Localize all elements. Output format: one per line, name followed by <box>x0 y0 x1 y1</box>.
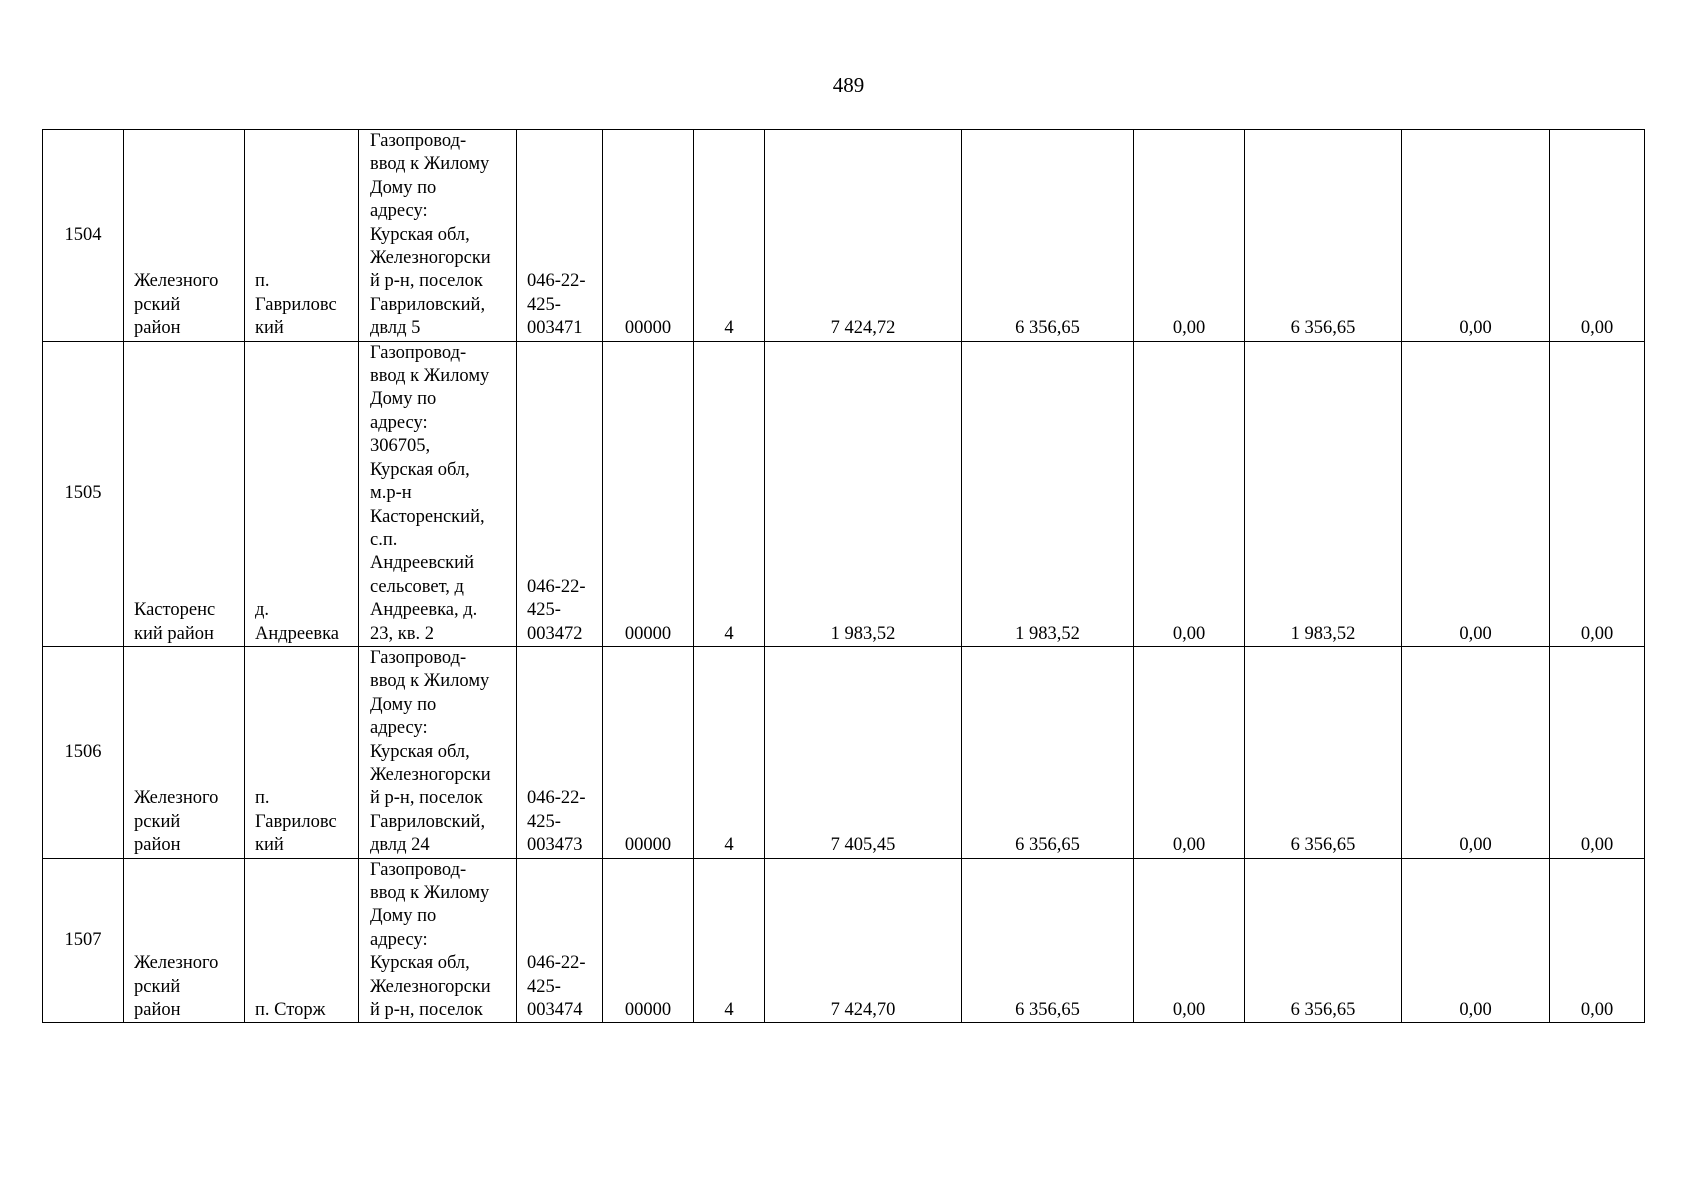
value-cell-3: 0,00 <box>1134 646 1245 858</box>
registry-table <box>42 129 1645 1023</box>
row-number: 1505 <box>43 341 124 646</box>
value-cell-3: 0,00 <box>1134 130 1245 342</box>
row-number: 1507 <box>43 858 124 1023</box>
value-cell-1: 7 424,72 <box>765 130 962 342</box>
locality-cell: п. Гавриловс кий <box>245 130 359 342</box>
value-cell-2: 6 356,65 <box>962 130 1134 342</box>
category-cell: 4 <box>694 341 765 646</box>
table-row <box>43 646 1645 858</box>
category-cell: 4 <box>694 646 765 858</box>
cadastral-code-cell: 046-22- 425- 003473 <box>517 646 603 858</box>
locality-cell: д. Андреевка <box>245 341 359 646</box>
district-cell: Железного рский район <box>124 858 245 1023</box>
row-number: 1506 <box>43 646 124 858</box>
value-cell-4: 6 356,65 <box>1245 858 1402 1023</box>
value-cell-5: 0,00 <box>1402 341 1550 646</box>
locality-cell: п. Гавриловс кий <box>245 646 359 858</box>
value-cell-4: 1 983,52 <box>1245 341 1402 646</box>
value-cell-5: 0,00 <box>1402 858 1550 1023</box>
value-cell-2: 6 356,65 <box>962 858 1134 1023</box>
locality-cell: п. Сторж <box>245 858 359 1023</box>
page-number: 489 <box>832 73 865 97</box>
value-cell-5: 0,00 <box>1402 646 1550 858</box>
value-cell-4: 6 356,65 <box>1245 130 1402 342</box>
address-cell: Газопровод- ввод к Жилому Дому по адресу: 306705, Курская обл, м.р-н Касторенский, с.п. Андреевский сельсовет, д Андреевка, д. 23, кв. 2 <box>359 341 517 646</box>
district-cell: Железного рский район <box>124 130 245 342</box>
value-cell-6: 0,00 <box>1550 646 1645 858</box>
row-number: 1504 <box>43 130 124 342</box>
value-cell-2: 6 356,65 <box>962 646 1134 858</box>
value-cell-3: 0,00 <box>1134 341 1245 646</box>
value-cell-6: 0,00 <box>1550 341 1645 646</box>
district-cell: Касторенс кий район <box>124 341 245 646</box>
code-cell: 00000 <box>603 646 694 858</box>
cadastral-code-cell: 046-22- 425- 003474 <box>517 858 603 1023</box>
value-cell-2: 1 983,52 <box>962 341 1134 646</box>
value-cell-5: 0,00 <box>1402 130 1550 342</box>
address-cell: Газопровод- ввод к Жилому Дому по адресу: Курская обл, Железногорски й р-н, поселок <box>359 858 517 1023</box>
value-cell-3: 0,00 <box>1134 858 1245 1023</box>
value-cell-4: 6 356,65 <box>1245 646 1402 858</box>
code-cell: 00000 <box>603 858 694 1023</box>
address-cell: Газопровод- ввод к Жилому Дому по адресу: Курская обл, Железногорски й р-н, поселок Гавриловский, двлд 5 <box>359 130 517 342</box>
address-cell: Газопровод- ввод к Жилому Дому по адресу: Курская обл, Железногорски й р-н, поселок Гавриловский, двлд 24 <box>359 646 517 858</box>
value-cell-1: 7 405,45 <box>765 646 962 858</box>
category-cell: 4 <box>694 130 765 342</box>
district-cell: Железного рский район <box>124 646 245 858</box>
value-cell-6: 0,00 <box>1550 130 1645 342</box>
cadastral-code-cell: 046-22- 425- 003472 <box>517 341 603 646</box>
value-cell-6: 0,00 <box>1550 858 1645 1023</box>
cadastral-code-cell: 046-22- 425- 003471 <box>517 130 603 342</box>
value-cell-1: 7 424,70 <box>765 858 962 1023</box>
code-cell: 00000 <box>603 130 694 342</box>
table-row <box>43 130 1645 342</box>
table-row <box>43 341 1645 646</box>
table-row <box>43 858 1645 1023</box>
category-cell: 4 <box>694 858 765 1023</box>
code-cell: 00000 <box>603 341 694 646</box>
value-cell-1: 1 983,52 <box>765 341 962 646</box>
